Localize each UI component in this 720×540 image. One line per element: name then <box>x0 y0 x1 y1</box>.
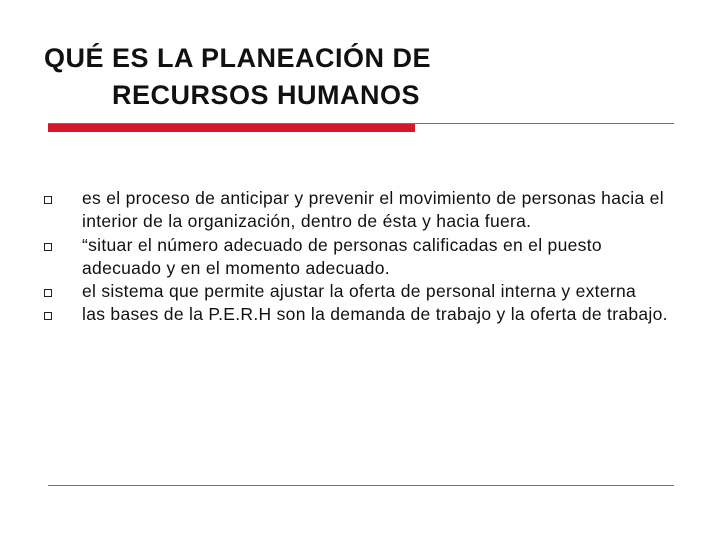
bullet-list <box>44 187 684 327</box>
slide-title <box>44 40 564 114</box>
bullet-item <box>44 303 684 326</box>
title-underline-accent <box>48 124 415 132</box>
bullet-item <box>44 234 684 281</box>
bullet-text: el sistema que permite ajustar la oferta de personal interna y externa <box>82 281 637 302</box>
bullet-text: “situar el número adecuado de personas calificadas en el puesto adecuado y en el momento adecuado. <box>82 234 602 278</box>
title-line-2: RECURSOS HUMANOS <box>112 80 421 110</box>
title-line-1: QUÉ ES LA PLANEACIÓN DE <box>44 43 432 73</box>
square-bullet-icon <box>44 312 52 320</box>
bullet-text: las bases de la P.E.R.H son la demanda de trabajo y la oferta de trabajo. <box>82 304 668 325</box>
footer-divider <box>48 485 674 486</box>
bullet-item <box>44 280 684 303</box>
bullet-text: es el proceso de anticipar y prevenir el movimiento de personas hacia el interior de la organización, dentro de ésta y hacia fuera. <box>82 188 664 232</box>
square-bullet-icon <box>44 289 52 297</box>
square-bullet-icon <box>44 196 52 204</box>
bullet-item <box>44 187 684 234</box>
square-bullet-icon <box>44 243 52 251</box>
